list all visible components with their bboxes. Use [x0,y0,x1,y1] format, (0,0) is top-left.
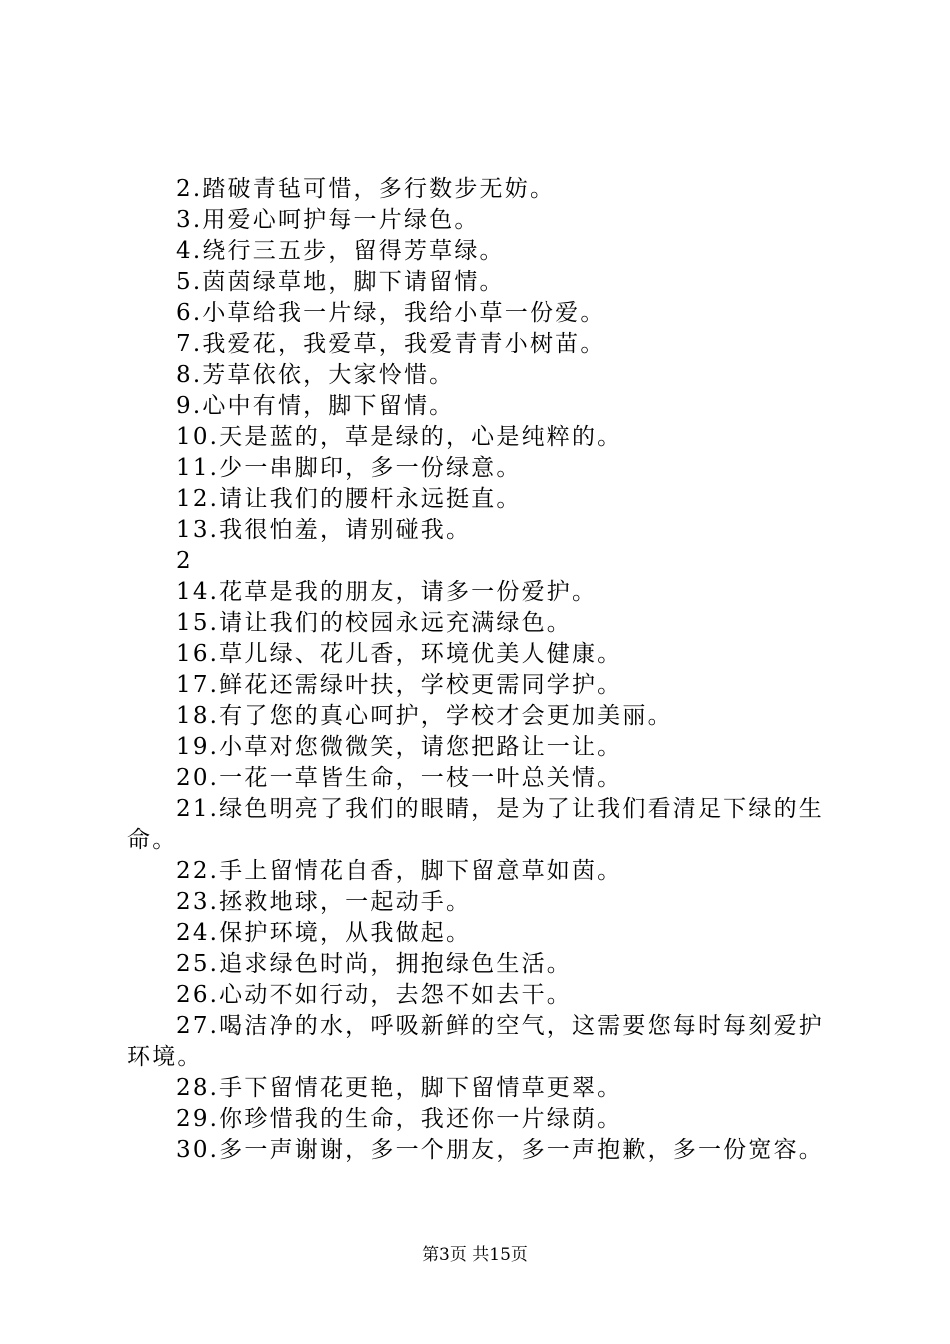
slogan-line: 10.天是蓝的，草是绿的，心是纯粹的。 [176,424,623,450]
document-body [127,174,837,1166]
slogan-line: 24.保护环境，从我做起。 [176,920,472,946]
slogan-line: 18.有了您的真心呵护，学校才会更加美丽。 [176,703,673,729]
slogan-line: 3.用爱心呵护每一片绿色。 [176,207,480,233]
slogan-line: 6.小草给我一片绿，我给小草一份爱。 [176,300,606,326]
slogan-line: 26.心动不如行动，去怨不如去干。 [176,982,572,1008]
slogan-line: 30.多一声谢谢，多一个朋友，多一声抱歉，多一份宽容。 [176,1137,824,1163]
slogan-line: 2.踏破青毡可惜，多行数步无妨。 [176,176,556,202]
slogan-line: 20.一花一草皆生命，一枝一叶总关情。 [176,765,623,791]
slogan-line: 19.小草对您微微笑，请您把路让一让。 [176,734,623,760]
slogan-line: 9.心中有情，脚下留情。 [176,393,455,419]
slogan-line: 11.少一串脚印，多一份绿意。 [176,455,522,481]
slogan-line: 14.花草是我的朋友，请多一份爱护。 [176,579,598,605]
slogan-line: 21.绿色明亮了我们的眼睛，是为了让我们看清足下绿的生命。 [127,796,824,853]
slogan-line: 13.我很怕羞，请别碰我。 [176,517,472,543]
slogan-line: 16.草儿绿、花儿香，环境优美人健康。 [176,641,623,667]
slogan-line: 8.芳草依依，大家怜惜。 [176,362,455,388]
slogan-line: 5.茵茵绿草地，脚下请留情。 [176,269,505,295]
page-footer: 第3页 共15页 [422,1245,528,1265]
slogan-line: 12.请让我们的腰杆永远挺直。 [176,486,522,512]
slogan-line: 17.鲜花还需绿叶扶，学校更需同学护。 [176,672,623,698]
slogan-line: 27.喝洁净的水，呼吸新鲜的空气，这需要您每时每刻爱护环境。 [127,1013,824,1070]
slogan-line: 22.手上留情花自香，脚下留意草如茵。 [176,858,623,884]
slogan-line: 23.拯救地球，一起动手。 [176,889,472,915]
slogan-line: 29.你珍惜我的生命，我还你一片绿荫。 [176,1106,623,1132]
slogan-line: 15.请让我们的校园永远充满绿色。 [176,610,572,636]
slogan-line: 7.我爱花，我爱草，我爱青青小树苗。 [176,331,606,357]
slogan-line: 28.手下留情花更艳，脚下留情草更翠。 [176,1075,623,1101]
slogan-line: 4.绕行三五步，留得芳草绿。 [176,238,505,264]
section-number: 2 [176,548,193,574]
slogan-line: 25.追求绿色时尚，拥抱绿色生活。 [176,951,572,977]
